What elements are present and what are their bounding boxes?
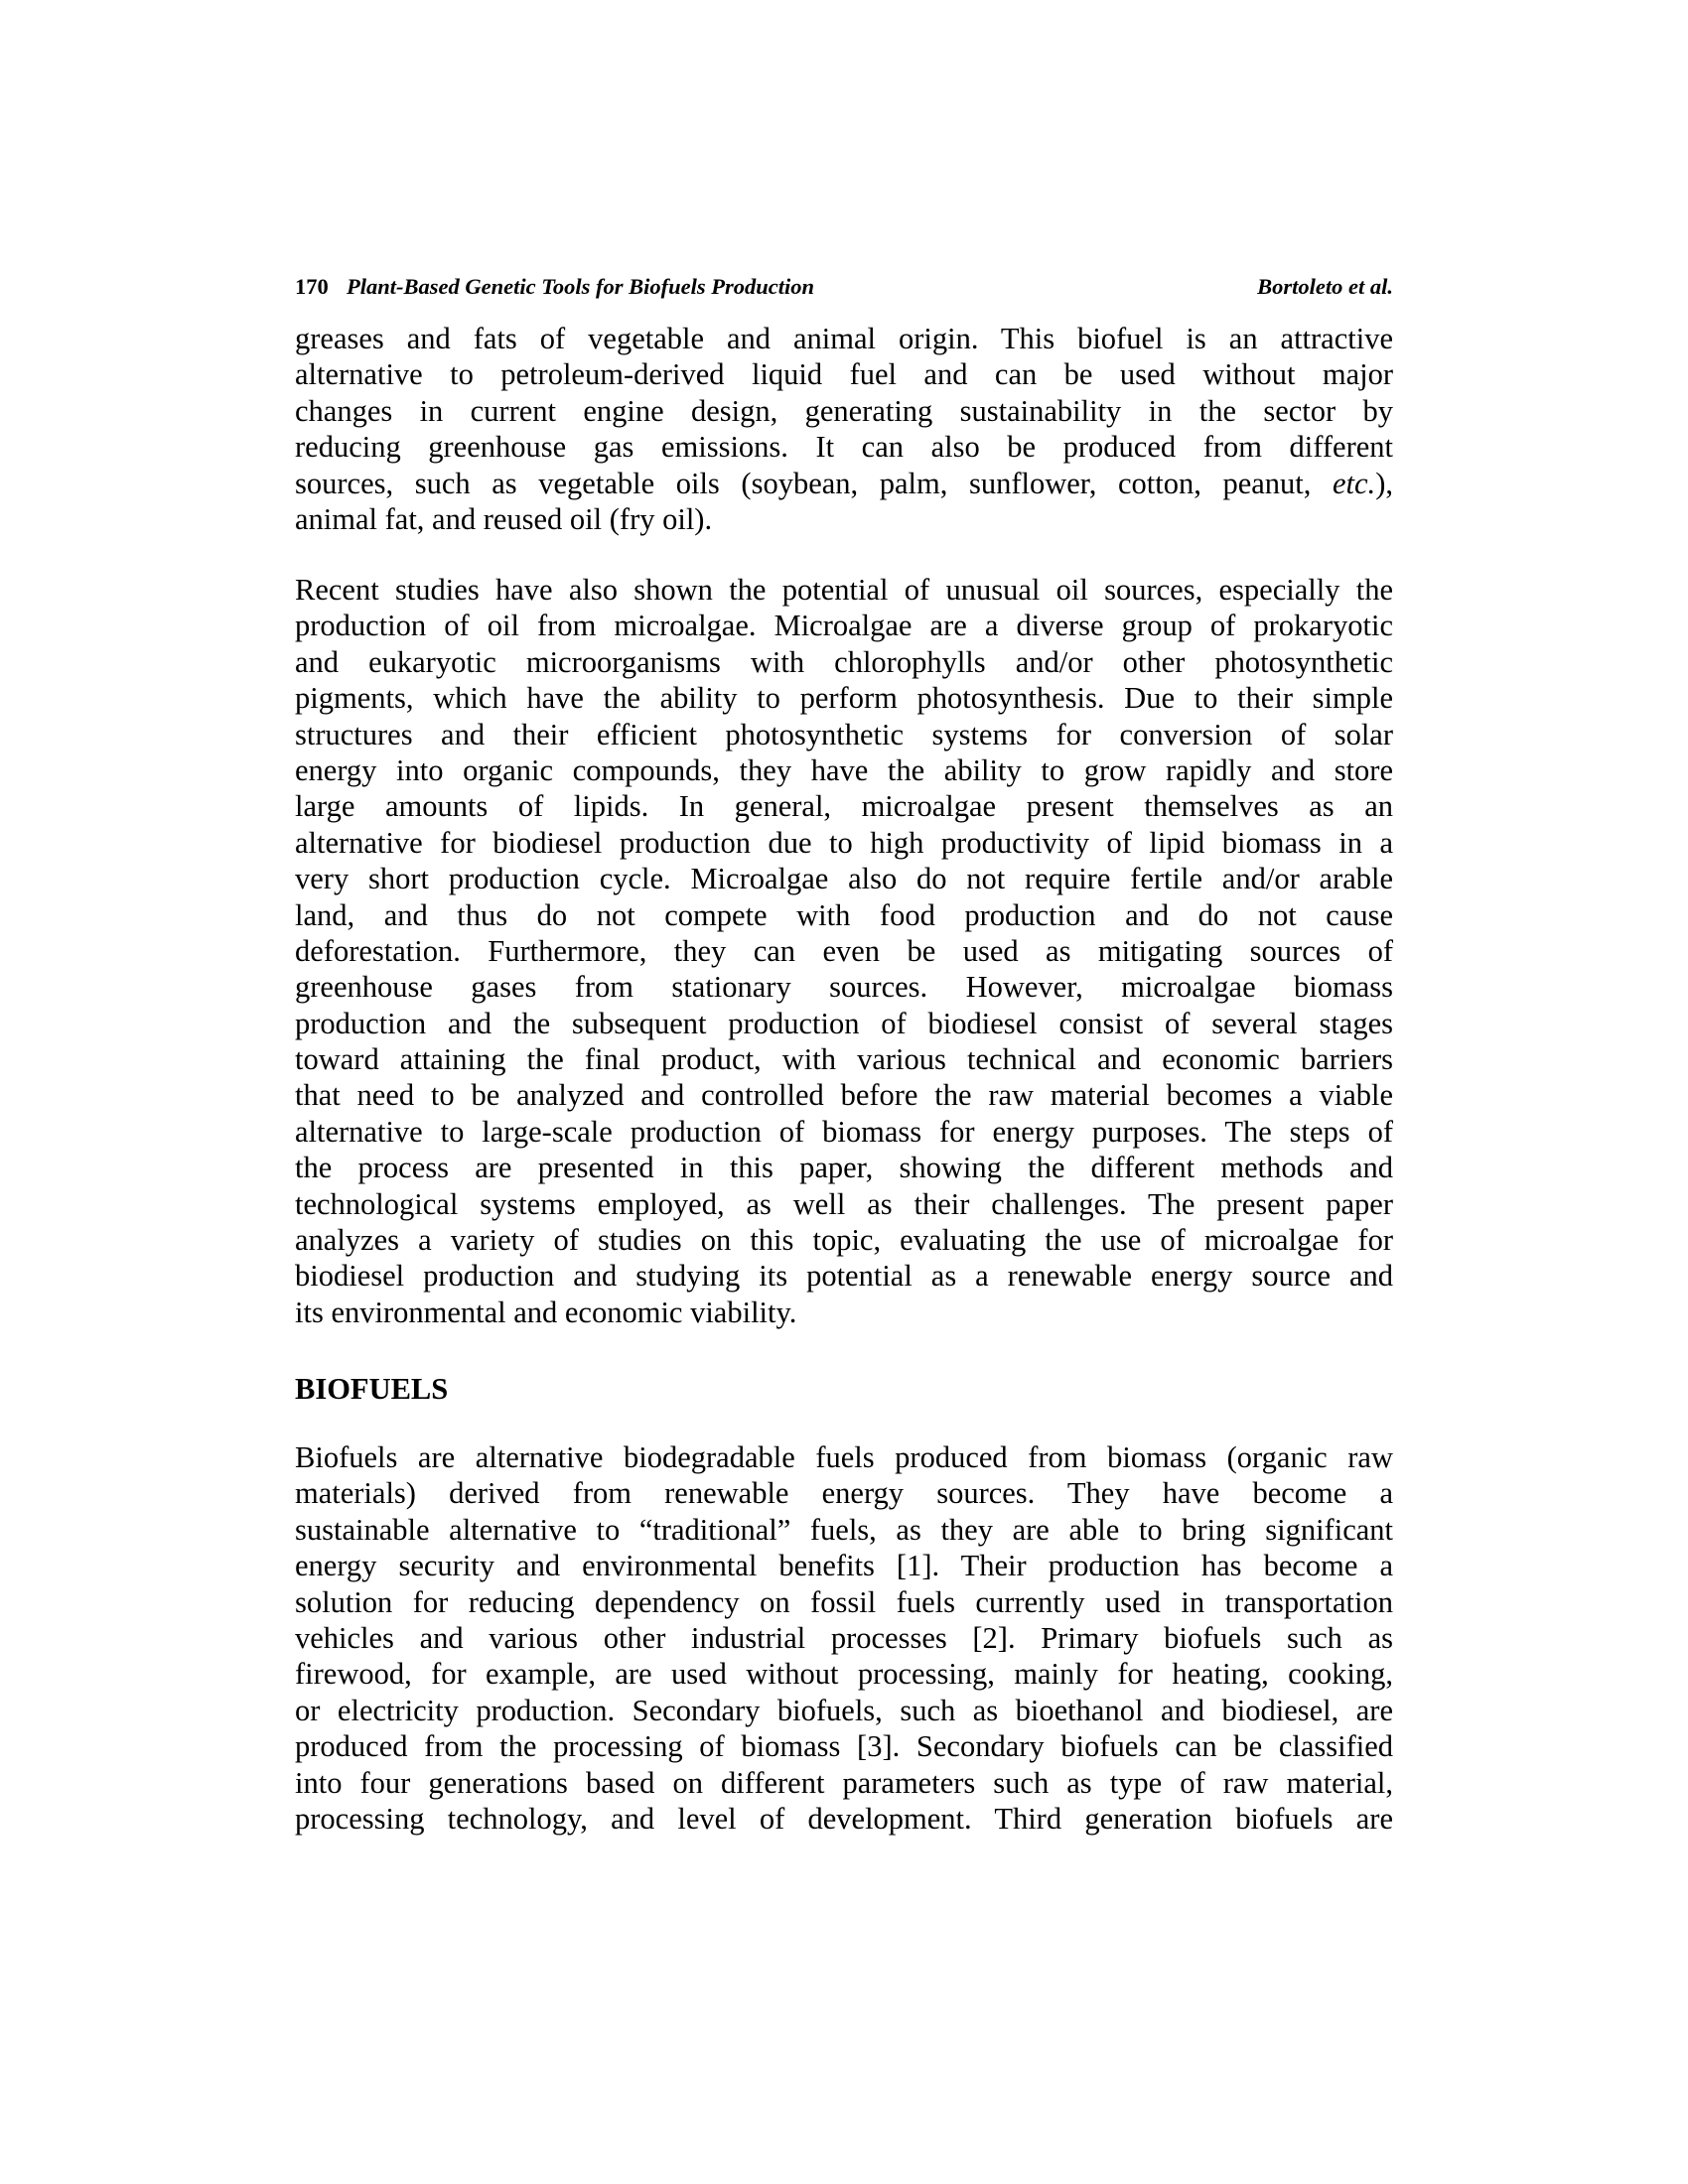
- section-heading: BIOFUELS: [295, 1372, 449, 1406]
- text-line: production of oil from microalgae. Microalgae are a diverse group of prokaryotic: [295, 609, 1393, 643]
- running-header: [295, 274, 1393, 304]
- text-line: analyzes a variety of studies on this topic, evaluating the use of microalgae for: [295, 1223, 1393, 1258]
- text-line: reducing greenhouse gas emissions. It can also be produced from different: [295, 430, 1393, 465]
- text-line: biodiesel production and studying its potential as a renewable energy source and: [295, 1259, 1393, 1294]
- text-line: sustainable alternative to “traditional” fuels, as they are able to bring significant: [295, 1512, 1393, 1547]
- text-line: energy security and environmental benefits [1]. Their production has become a: [295, 1549, 1393, 1583]
- text-line: pigments, which have the ability to perform photosynthesis. Due to their simple: [295, 681, 1393, 716]
- text-line: production and the subsequent production of biodiesel consist of several stages: [295, 1006, 1393, 1040]
- page-number: 170: [295, 274, 329, 299]
- text-line: greases and fats of vegetable and animal origin. This biofuel is an attractive: [295, 322, 1393, 355]
- text-line: greenhouse gases from stationary sources. However, microalgae biomass: [295, 970, 1393, 1005]
- text-line: its environmental and economic viability.: [295, 1295, 797, 1329]
- text-line: animal fat, and reused oil (fry oil).: [295, 501, 713, 536]
- paragraph-3: [295, 1439, 1393, 1837]
- text-line: produced from the processing of biomass [3]. Secondary biofuels can be classified: [295, 1729, 1393, 1764]
- text-line: [295, 466, 1393, 501]
- text-line: technological systems employed, as well as their challenges. The present paper: [295, 1186, 1393, 1221]
- authors: Bortoleto et al.: [1257, 274, 1393, 299]
- paragraph-2: [295, 572, 1393, 1330]
- text-segment: sources, such as vegetable oils (soybean, palm, sunflower, cotton, peanut,: [295, 466, 1334, 500]
- text-line: alternative for biodiesel production due to high productivity of lipid biomass in a: [295, 825, 1393, 860]
- text-line: large amounts of lipids. In general, microalgae present themselves as an: [295, 789, 1393, 824]
- text-line: alternative to petroleum-derived liquid fuel and can be used without major: [295, 357, 1393, 392]
- text-line: processing technology, and level of development. Third generation biofuels are: [295, 1801, 1393, 1836]
- text-line: or electricity production. Secondary biofuels, such as bioethanol and biodiesel, are: [295, 1693, 1393, 1727]
- text-line: solution for reducing dependency on fossil fuels currently used in transportation: [295, 1584, 1393, 1619]
- paragraph-1: [295, 321, 1393, 537]
- text-line: the process are presented in this paper, showing the different methods and: [295, 1151, 1393, 1185]
- text-line: deforestation. Furthermore, they can even be used as mitigating sources of: [295, 933, 1393, 968]
- text-line: Biofuels are alternative biodegradable fuels produced from biomass (organic raw: [295, 1440, 1393, 1474]
- text-line: alternative to large-scale production of biomass for energy purposes. The steps of: [295, 1114, 1393, 1149]
- text-line: firewood, for example, are used without processing, mainly for heating, cooking,: [295, 1657, 1393, 1692]
- text-segment: ),: [1375, 466, 1393, 500]
- text-line: materials) derived from renewable energy sources. They have become a: [295, 1476, 1393, 1511]
- text-line: Recent studies have also shown the potential of unusual oil sources, especially the: [295, 573, 1393, 607]
- text-line: vehicles and various other industrial processes [2]. Primary biofuels such as: [295, 1620, 1393, 1655]
- text-line: energy into organic compounds, they have the ability to grow rapidly and store: [295, 752, 1393, 787]
- text-line: toward attaining the final product, with various technical and economic barriers: [295, 1042, 1393, 1077]
- text-line: land, and thus do not compete with food production and do not cause: [295, 897, 1393, 932]
- book-title: Plant-Based Genetic Tools for Biofuels Production: [347, 274, 815, 299]
- text-line: structures and their efficient photosynthetic systems for conversion of solar: [295, 717, 1393, 751]
- text-line: that need to be analyzed and controlled before the raw material becomes a viable: [295, 1078, 1393, 1113]
- text-line: into four generations based on different parameters such as type of raw material,: [295, 1765, 1393, 1800]
- text-line: and eukaryotic microorganisms with chlorophylls and/or other photosynthetic: [295, 644, 1393, 679]
- text-line: very short production cycle. Microalgae also do not require fertile and/or arable: [295, 862, 1393, 896]
- text-line: changes in current engine design, generating sustainability in the sector by: [295, 393, 1393, 428]
- italic-text: etc.: [1333, 466, 1376, 500]
